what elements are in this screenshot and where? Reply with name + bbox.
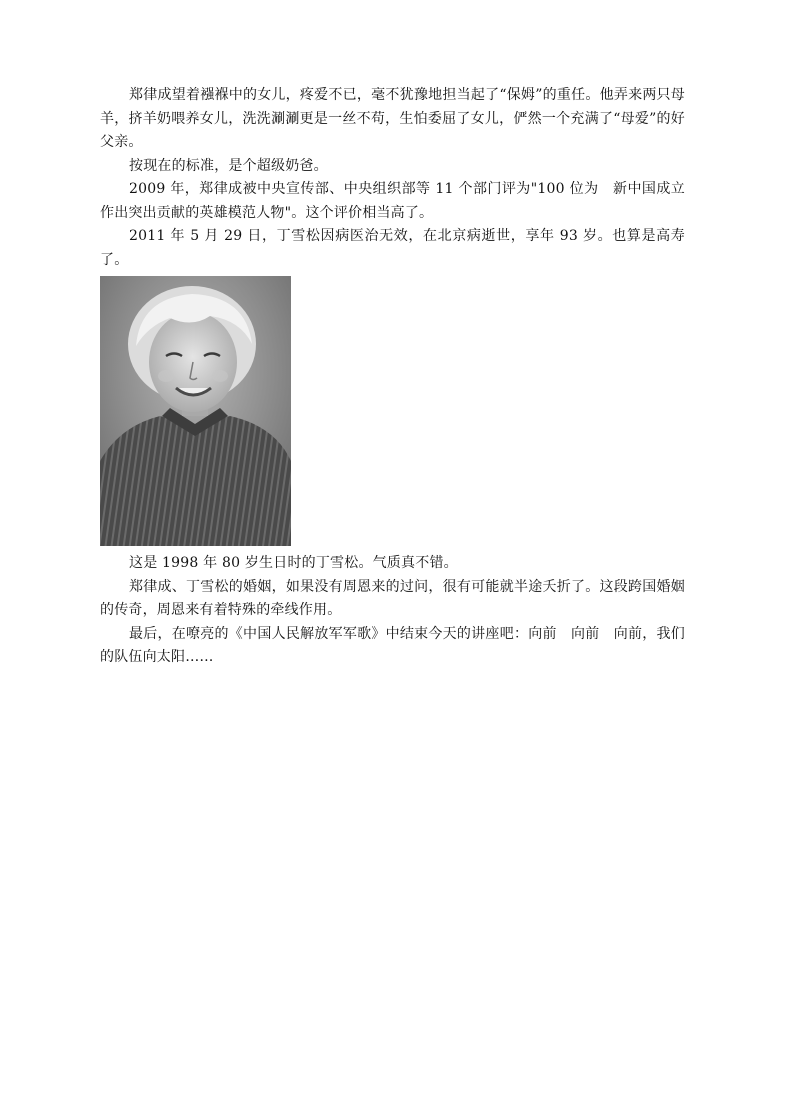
paragraph: 郑律成、丁雪松的婚姻，如果没有周恩来的过问，很有可能就半途夭折了。这段跨国婚姻的传奇，周恩来有着特殊的牵线作用。: [100, 578, 685, 618]
paragraph: 郑律成望着襁褓中的女儿，疼爱不已，毫不犹豫地担当起了“保姆”的重任。他弄来两只母羊，挤羊奶喂养女儿，洗洗涮涮更是一丝不苟，生怕委屈了女儿，俨然一个充满了“母爱”的好父亲。: [100, 87, 685, 150]
paragraph: 最后，在嘹亮的《中国人民解放军军歌》中结束今天的讲座吧：向前 向前 向前，我们的队伍向太阳……: [100, 625, 685, 665]
portrait-illustration: [100, 276, 291, 546]
portrait-photo: [100, 276, 291, 546]
paragraph: 按现在的标准，是个超级奶爸。: [129, 157, 328, 174]
paragraph: 2009 年，郑律成被中央宣传部、中央组织部等 11 个部门评为"100 位为 新中国成立作出突出贡献的英雄模范人物"。这个评价相当高了。: [100, 181, 685, 221]
document-page: [100, 84, 685, 670]
paragraph: 2011 年 5 月 29 日，丁雪松因病医治无效，在北京病逝世，享年 93 岁。也算是高寿了。: [100, 228, 685, 268]
paragraph: 这是 1998 年 80 岁生日时的丁雪松。气质真不错。: [129, 555, 458, 571]
